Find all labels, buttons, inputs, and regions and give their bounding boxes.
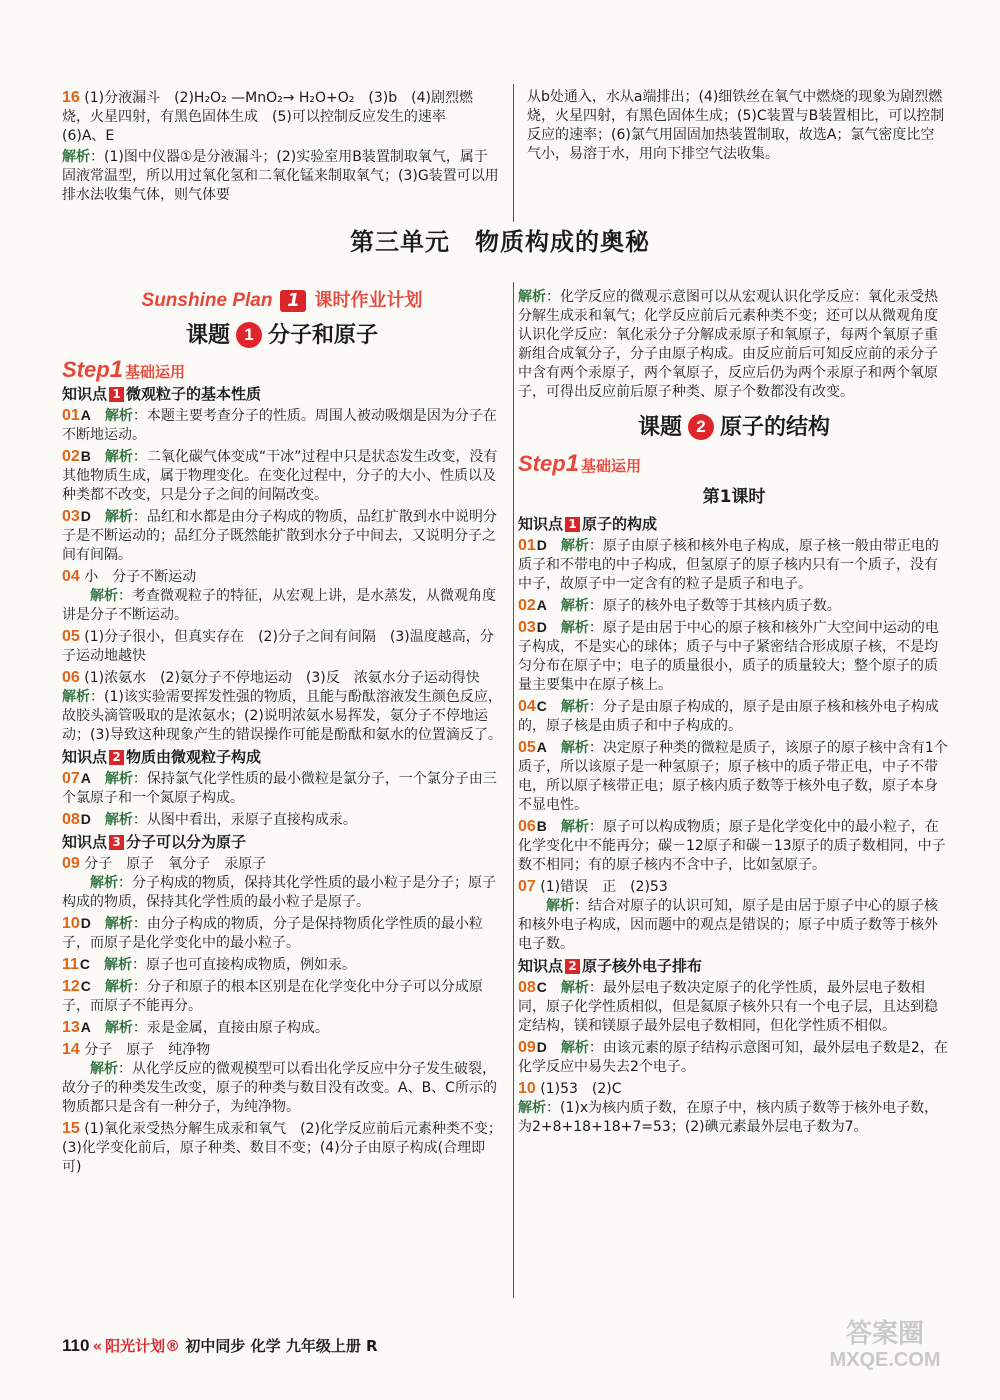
left-column: [62, 290, 502, 1179]
q08: 08D 解析：从图中看出，汞原子直接构成汞。: [62, 811, 357, 828]
page-footer: [62, 1336, 378, 1356]
q08: 08C 解析：最外层电子数决定原子的化学性质，最外层电子数相同，原子化学性质相似，但是氦原子核外只有一个电子层，且达到稳定结构，镁和镁原子最外层电子数相同，但化学性质不相似。: [518, 979, 938, 1034]
q05: 05 (1)分子很小，但真实存在 (2)分子之间有间隔 (3)温度越高，分子运动地越快: [62, 628, 494, 664]
knowledge-point-1: 知识点 1 原子的构成: [518, 515, 658, 533]
right-column: [518, 288, 950, 1139]
top-right-column: [527, 88, 947, 166]
q09: 09 分子 原子 氧分子 汞原子 解析：分子构成的物质，保持其化学性质的最小粒子是分子；原子构成的物质，保持其化学性质的最小粒子是原子。: [62, 855, 496, 910]
q14: 14 分子 原子 纯净物 解析：从化学反应的微观模型可以看出化学反应中分子发生破裂，故分子的种类发生改变，原子的种类与数目没有改变。A、B、C所示的物质都只是含有一种分子，为纯净物。: [62, 1041, 497, 1115]
q16-analysis-continued: 从b处通入，水从a端排出；(4)细铁丝在氧气中燃烧的现象为剧烈燃烧，火星四射，有黑色固体生成；(5)C装置与B装置相比，可以控制反应的速率；(6)氯气用固固加热装置制取，故选A；氯气密度比空气小，易溶于水，用向下排空气法收集。: [527, 89, 945, 162]
q03: 03D 解析：原子是由居于中心的原子核和核外广大空间中运动的电子构成，不是实心的球体；质子与中子紧密结合形成原子核，不是均匀分布在原子中；电子的质量很小，质子的质量较大；整个原子的质量主要集中在原子核上。: [518, 619, 939, 693]
q15-analysis: 解析：化学反应的微观示意图可以从宏观认识化学反应：氧化汞受热分解生成汞和氧气；化学反应前后元素种类不变；还可以从微观角度认识化学反应：氧化汞分子分解成汞原子和氧原子，每两个氧原子重新组合成氧分子，分子由原子构成。由反应前后可知反应前的汞分子中含有两个汞原子，两个氧原子，反应后仍为两个汞原子和两个氧原子，可得出反应前后原子种类、原子个数都没有改变。: [518, 289, 938, 400]
question-number: 16: [62, 89, 80, 106]
q01: 01D 解析：原子由原子核和核外电子构成，原子核一般由带正电的质子和不带电的中子构成，但氢原子的原子核内只有一个质子，没有中子，故原子中一定含有的粒子是质子和电子。: [518, 537, 939, 592]
knowledge-point-2: 知识点 2 原子核外电子排布: [518, 957, 703, 975]
q09: 09D 解析：由该元素的原子结构示意图可知，最外层电子数是2，在化学反应中易失去2个电子。: [518, 1039, 948, 1075]
book-info: 初中同步 化学 九年级上册 R: [185, 1337, 378, 1355]
q06: 06B 解析：原子可以构成物质；原子是化学变化中的最小粒子，在化学变化中不能再分；碳－12原子和碳－13原子的质子数相同，中子数不相同；有的原子核内不含中子，比如氢原子。: [518, 818, 946, 873]
knowledge-point-2: 知识点 2 物质由微观粒子构成: [62, 748, 262, 766]
q10: 10 (1)53 (2)C 解析：(1)x为核内质子数，在原子中，核内质子数等于核外电子数，为2+8+18+18+7=53；(2)碘元素最外层电子数为7。: [518, 1080, 939, 1135]
q15: 15 (1)氧化汞受热分解生成汞和氧气 (2)化学反应前后元素种类不变；(3)化学变化前后，原子种类、数目不变；(4)分子由原子构成(合理即可): [62, 1120, 502, 1175]
unit-title: 第三单元 物质构成的奥秘: [350, 227, 650, 256]
q01: 01A 解析：本题主要考查分子的性质。周围人被动吸烟是因为分子在不断地运动。: [62, 407, 497, 443]
q04: 04C 解析：分子是由原子构成的，原子是由原子核和核外电子构成的，原子核是由质子和中子构成的。: [518, 698, 939, 734]
q03: 03D 解析：品红和水都是由分子构成的物质，品红扩散到水中说明分子是不断运动的；品红分子既然能扩散到水分子中间去，又说明分子之间有间隔。: [62, 508, 497, 563]
step-1-header: Step1 基础运用: [518, 450, 642, 477]
step-1-header: Step1 基础运用: [62, 356, 186, 383]
lesson-number-badge: 1: [236, 322, 262, 348]
knowledge-point-1: 知识点 1 微观粒子的基本性质: [62, 385, 262, 403]
q10: 10D 解析：由分子构成的物质，分子是保持物质化学性质的最小粒子，而原子是化学变化中的最小粒子。: [62, 915, 483, 951]
q02: 02B 解析：二氧化碳气体变成“干冰”过程中只是状态发生改变，没有其他物质生成，属于物理变化。在变化过程中，分子的大小、性质以及种类都不改变，只是分子之间的间隔改变。: [62, 448, 498, 503]
q16-answer: 16 (1)分液漏斗 (2)H₂O₂ —MnO₂→ H₂O+O₂ (3)b (4)剧烈燃烧，火星四射，有黑色固体生成 (5)可以控制反应发生的速率 (6)A、E: [62, 89, 473, 144]
q05: 05A 解析：决定原子种类的微粒是质子，该原子的原子核中含有1个质子，所以该原子是一种氢原子；原子核中的质子带正电，中子不带电，所以原子核带正电；原子核内质子数等于核外电子数，原子本身不显电性。: [518, 739, 948, 813]
q06: 06 (1)浓氨水 (2)氨分子不停地运动 (3)反 浓氨水分子运动得快 解析：(1)该实验需要挥发性强的物质，且能与酚酞溶液发生颜色反应，故胶头滴管吸取的是浓氨水；(2)说明浓氨水易挥发，氨分子不停地运动；(3)导致这种现象产生的错误操作可能是酚酞和氨水的位置滴反了。: [62, 669, 502, 743]
q11: 11C 解析：原子也可直接构成物质，例如汞。: [62, 956, 357, 973]
q02: 02A 解析：原子的核外电子数等于其核内质子数。: [518, 597, 841, 614]
plan-mark: 1: [280, 290, 306, 312]
q07: 07 (1)错误 正 (2)53 解析：结合对原子的认识可知，原子是由居于原子中心的原子核和核外电子构成，因而题中的观点是错误的；原子中质子数等于核外电子数。: [518, 878, 938, 952]
q16-analysis: 解析：(1)图中仪器①是分液漏斗；(2)实验室用B装置制取氧气，属于固液常温型，所以用过氧化氢和二氧化锰来制取氧气；(3)G装置可以用排水法收集气体，则气体要: [62, 149, 499, 203]
chevron-icon: «: [92, 1337, 103, 1355]
period-title: 第1课时: [702, 487, 766, 507]
plan-label: 课时作业计划: [314, 290, 423, 311]
q12: 12C 解析：分子和原子的根本区别是在化学变化中分子可以分成原子，而原子不能再分。: [62, 978, 483, 1014]
lesson-1-title: 课题 1 分子和原子: [185, 322, 379, 348]
page-number: 110: [62, 1336, 90, 1355]
knowledge-point-3: 知识点 3 分子可以分为原子: [62, 833, 247, 851]
q04: 04 小 分子不断运动 解析：考查微观粒子的特征，从宏观上讲，是水蒸发，从微观角度讲是分子不断运动。: [62, 568, 496, 623]
main-column-divider: [513, 282, 514, 1298]
top-left-column: [62, 88, 500, 207]
lesson-number-badge: 2: [688, 414, 714, 440]
lesson-2-title: 课题 2 原子的结构: [637, 414, 831, 440]
q07: 07A 解析：保持氯气化学性质的最小微粒是氯分子，一个氯分子由三个氯原子和一个氮原子构成。: [62, 770, 497, 806]
q13: 13A 解析：汞是金属，直接由原子构成。: [62, 1019, 329, 1036]
sunshine-plan-logo: Sunshine Plan: [141, 290, 273, 311]
brand-name: 阳光计划®: [105, 1337, 181, 1355]
plan-header: [62, 290, 502, 312]
top-column-divider: [513, 84, 514, 222]
watermark-logo: 答案圈 MXQE.COM: [829, 1318, 941, 1371]
